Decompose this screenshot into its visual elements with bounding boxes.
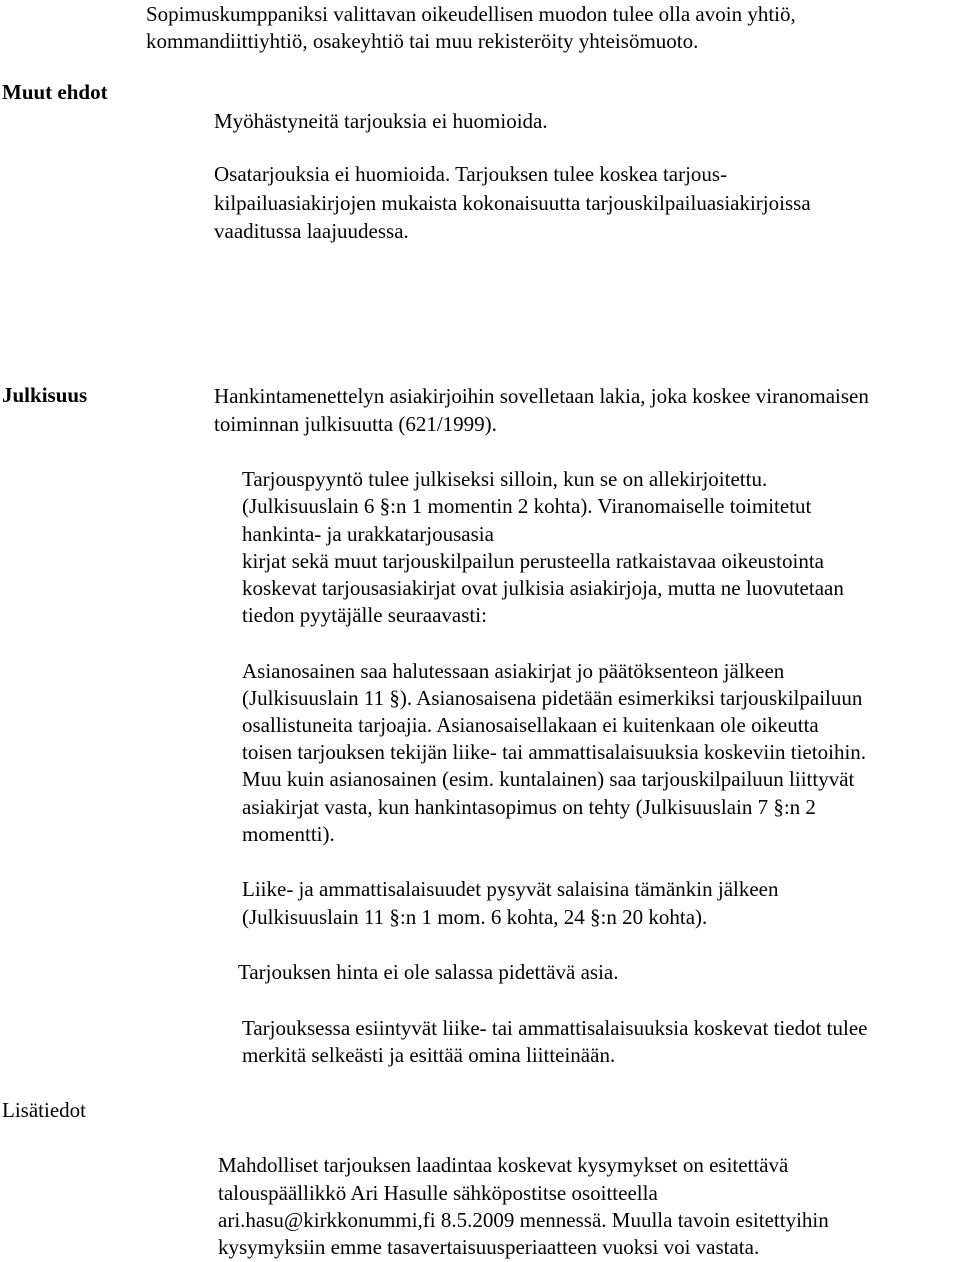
text-line: Hankintamenettelyn asiakirjoihin sovelletaan lakia, joka koskee viranomaisen: [214, 384, 869, 408]
text-line: kommandiittiyhtiö, osakeyhtiö tai muu rekisteröity yhteisömuoto.: [146, 29, 699, 53]
text-line: Tarjouksessa esiintyvät liike- tai ammattisalaisuuksia koskevat tiedot tulee: [242, 1016, 868, 1040]
text-line: tiedon pyytäjälle seuraavasti:: [242, 603, 487, 627]
text-line: Sopimuskumppaniksi valittavan oikeudellisen muodon tulee olla avoin yhtiö,: [146, 2, 796, 26]
text-line: hankinta- ja urakkatarjousasia: [242, 522, 494, 546]
text-line: toiminnan julkisuutta (621/1999).: [214, 412, 497, 436]
text-line: vaaditussa laajuudessa.: [214, 219, 409, 243]
text-line: (Julkisuuslain 6 §:n 1 momentin 2 kohta). Viranomaiselle toimitetut: [242, 494, 812, 518]
text-line: osallistuneita tarjoajia. Asianosaisellakaan ei kuitenkaan ole oikeutta: [242, 713, 819, 737]
text-line: (Julkisuuslain 11 §). Asianosaisena pidetään esimerkiksi tarjouskilpailuun: [242, 686, 863, 710]
text-line: momentti).: [242, 822, 335, 846]
text-line: Tarjouksen hinta ei ole salassa pidettävä asia.: [238, 960, 619, 984]
text-line: toisen tarjouksen tekijän liike- tai ammattisalaisuuksia koskeviin tietoihin.: [242, 740, 867, 764]
text-line: kirjat sekä muut tarjouskilpailun perusteella ratkaistavaa oikeustointa: [242, 549, 824, 573]
text-line: (Julkisuuslain 11 §:n 1 mom. 6 kohta, 24 §:n 20 kohta).: [242, 905, 708, 929]
text-line: kysymyksiin emme tasavertaisuusperiaatteen vuoksi voi vastata.: [218, 1235, 760, 1259]
text-line: kilpailuasiakirjojen mukaista kokonaisuutta tarjouskilpailuasiakirjoissa: [214, 191, 811, 215]
text-line: merkitä selkeästi ja esittää omina liitteinään.: [242, 1043, 616, 1067]
text-line: Myöhästyneitä tarjouksia ei huomioida.: [214, 109, 548, 133]
text-line: Muu kuin asianosainen (esim. kuntalainen) saa tarjouskilpailuun liittyvät: [242, 767, 855, 791]
text-line: Osatarjouksia ei huomioida. Tarjouksen tulee koskea tarjous-: [214, 162, 728, 186]
text-line: Tarjouspyyntö tulee julkiseksi silloin, kun se on allekirjoitettu.: [242, 467, 768, 491]
text-line: koskevat tarjousasiakirjat ovat julkisia asiakirjoja, mutta ne luovutetaan: [242, 576, 844, 600]
text-line: talouspäällikkö Ari Hasulle sähköpostitse osoitteella: [218, 1181, 658, 1205]
section-heading-lisatiedot: Lisätiedot: [2, 1098, 86, 1122]
text-line: ari.hasu@kirkkonummi,fi 8.5.2009 mennessä. Muulla tavoin esitettyihin: [218, 1208, 829, 1232]
section-heading-julkisuus: Julkisuus: [2, 383, 88, 407]
text-line: Mahdolliset tarjouksen laadintaa koskevat kysymykset on esitettävä: [218, 1153, 789, 1177]
text-line: asiakirjat vasta, kun hankintasopimus on tehty (Julkisuuslain 7 §:n 2: [242, 795, 816, 819]
text-line: Liike- ja ammattisalaisuudet pysyvät salaisina tämänkin jälkeen: [242, 877, 779, 901]
section-heading-muut-ehdot: Muut ehdot: [2, 80, 108, 104]
text-line: Asianosainen saa halutessaan asiakirjat jo päätöksenteon jälkeen: [242, 659, 785, 683]
